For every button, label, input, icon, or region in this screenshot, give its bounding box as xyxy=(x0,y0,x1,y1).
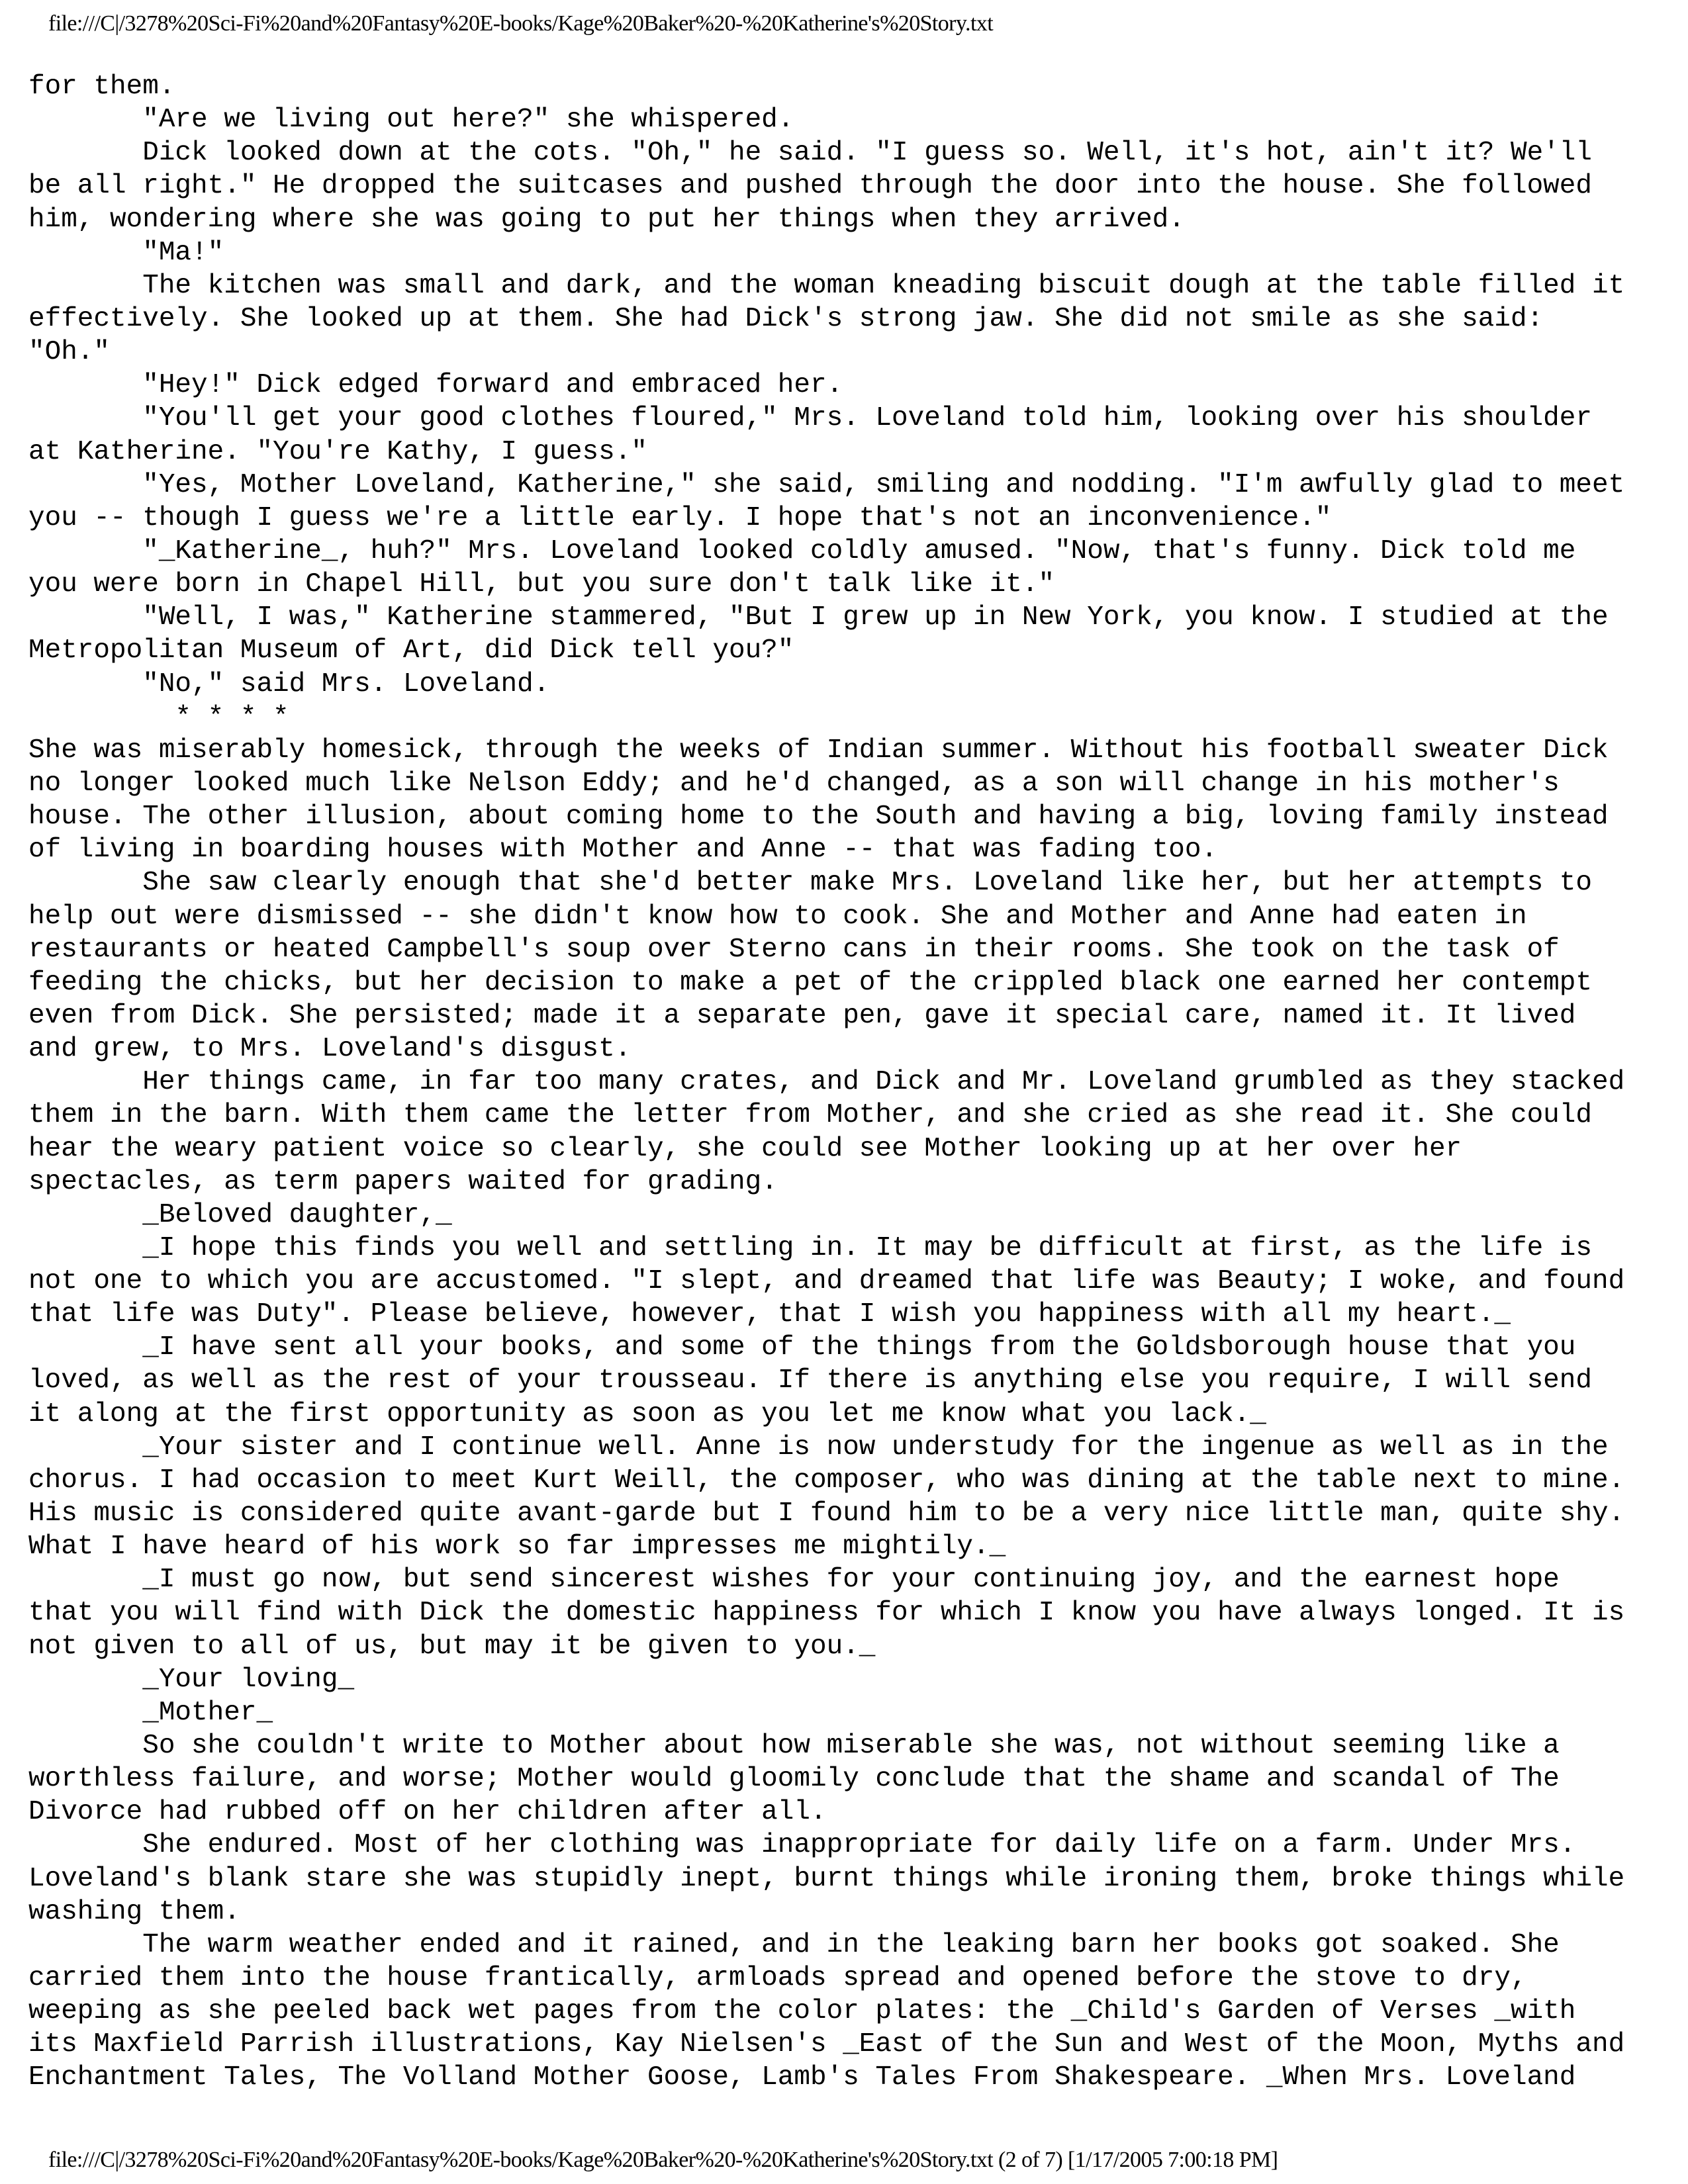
text-line: you were born in Chapel Hill, but you sure don't talk like it." xyxy=(28,569,1055,600)
text-line: _Your sister and I continue well. Anne is now understudy for the ingenue as well as in the xyxy=(28,1432,1609,1463)
text-line: Loveland's blank stare she was stupidly inept, burnt things while ironing them, broke things while xyxy=(28,1863,1625,1894)
text-line: Her things came, in far too many crates, and Dick and Mr. Loveland grumbled as they stacked xyxy=(28,1067,1625,1098)
page-header-file-path: file:///C|/3278%20Sci-Fi%20and%20Fantasy%20E-books/Kage%20Baker%20-%20Katherine's%20Story.txt xyxy=(48,11,994,36)
text-line: it along at the first opportunity as soon as you let me know what you lack._ xyxy=(28,1398,1266,1430)
text-line: washing them. xyxy=(28,1896,240,1927)
text-line: So she couldn't write to Mother about how miserable she was, not without seeming like a xyxy=(28,1731,1560,1762)
text-line: "You'll get your good clothes floured," Mrs. Loveland told him, looking over his shoulder xyxy=(28,403,1592,434)
text-line: even from Dick. She persisted; made it a separate pen, gave it special care, named it. It lived xyxy=(28,1000,1576,1031)
text-line: _I hope this finds you well and settling in. It may be difficult at first, as the life is xyxy=(28,1232,1592,1263)
text-line: worthless failure, and worse; Mother would gloomily conclude that the shame and scandal of The xyxy=(28,1764,1560,1795)
text-line: him, wondering where she was going to put her things when they arrived. xyxy=(28,204,1185,235)
text-line: "Yes, Mother Loveland, Katherine," she said, smiling and nodding. "I'm awfully glad to meet xyxy=(28,469,1625,500)
text-line: Dick looked down at the cots. "Oh," he said. "I guess so. Well, it's hot, ain't it? We'll xyxy=(28,138,1592,169)
text-line: be all right." He dropped the suitcases and pushed through the door into the house. She followed xyxy=(28,171,1592,202)
text-line: The warm weather ended and it rained, and in the leaking barn her books got soaked. She xyxy=(28,1929,1560,1960)
text-line: at Katherine. "You're Kathy, I guess." xyxy=(28,436,647,467)
text-line: hear the weary patient voice so clearly, she could see Mother looking up at her over her xyxy=(28,1133,1462,1164)
text-line: _I must go now, but send sincerest wishes for your continuing joy, and the earnest hope xyxy=(28,1565,1560,1596)
document-body xyxy=(28,70,1664,2095)
text-line: What I have heard of his work so far impresses me mightily._ xyxy=(28,1531,1006,1563)
text-line: chorus. I had occasion to meet Kurt Weill, the composer, who was dining at the table next to mine. xyxy=(28,1465,1625,1496)
text-line: "Hey!" Dick edged forward and embraced her. xyxy=(28,370,843,401)
text-line: spectacles, as term papers waited for grading. xyxy=(28,1166,778,1197)
text-line: Divorce had rubbed off on her children after all. xyxy=(28,1797,827,1828)
text-line: "No," said Mrs. Loveland. xyxy=(28,668,550,700)
text-line: them in the barn. With them came the letter from Mother, and she cried as she read it. She could xyxy=(28,1100,1592,1131)
text-line: loved, as well as the rest of your trousseau. If there is anything else you require, I will send xyxy=(28,1365,1592,1396)
text-line: of living in boarding houses with Mother and Anne -- that was fading too. xyxy=(28,835,1218,866)
text-line: "_Katherine_, huh?" Mrs. Loveland looked coldly amused. "Now, that's funny. Dick told me xyxy=(28,535,1576,567)
text-line: not given to all of us, but may it be given to you._ xyxy=(28,1631,876,1662)
text-line: no longer looked much like Nelson Eddy; and he'd changed, as a son will change in his mother's xyxy=(28,768,1560,799)
text-line: "Are we living out here?" she whispered. xyxy=(28,105,794,136)
text-line: Metropolitan Museum of Art, did Dick tell you?" xyxy=(28,635,794,666)
text-line: for them. xyxy=(28,71,175,102)
text-line: feeding the chicks, but her decision to make a pet of the crippled black one earned her contempt xyxy=(28,967,1592,998)
text-line: restaurants or heated Campbell's soup over Sterno cans in their rooms. She took on the task of xyxy=(28,934,1560,965)
text-line: Enchantment Tales, The Volland Mother Goose, Lamb's Tales From Shakespeare. _When Mrs. Loveland xyxy=(28,2062,1576,2093)
text-line: you -- though I guess we're a little early. I hope that's not an inconvenience." xyxy=(28,502,1332,533)
text-line: that life was Duty". Please believe, however, that I wish you happiness with all my heart._ xyxy=(28,1299,1511,1330)
text-line: effectively. She looked up at them. She had Dick's strong jaw. She did not smile as she said: xyxy=(28,303,1544,334)
text-line: "Well, I was," Katherine stammered, "But I grew up in New York, you know. I studied at the xyxy=(28,602,1609,633)
text-line: its Maxfield Parrish illustrations, Kay Nielsen's _East of the Sun and West of the Moon, Myths and xyxy=(28,2029,1625,2060)
text-line: help out were dismissed -- she didn't know how to cook. She and Mother and Anne had eaten in xyxy=(28,901,1527,932)
text-line: She endured. Most of her clothing was inappropriate for daily life on a farm. Under Mrs. xyxy=(28,1830,1576,1861)
text-line: that you will find with Dick the domestic happiness for which I know you have always longed. It is xyxy=(28,1598,1625,1629)
text-line: * * * * xyxy=(28,702,289,733)
text-line: _Mother_ xyxy=(28,1697,273,1728)
text-line: carried them into the house frantically, armloads spread and opened before the stove to dry, xyxy=(28,1963,1527,1994)
text-line: _I have sent all your books, and some of the things from the Goldsborough house that you xyxy=(28,1332,1576,1363)
text-line: house. The other illusion, about coming home to the South and having a big, loving family instead xyxy=(28,801,1609,833)
text-line: His music is considered quite avant-garde but I found him to be a very nice little man, quite shy. xyxy=(28,1498,1625,1529)
text-line: She saw clearly enough that she'd better make Mrs. Loveland like her, but her attempts to xyxy=(28,868,1592,899)
text-line: "Ma!" xyxy=(28,237,224,268)
text-line: She was miserably homesick, through the weeks of Indian summer. Without his football sweater Dick xyxy=(28,735,1609,766)
text-line: "Oh." xyxy=(28,337,111,368)
text-line: _Your loving_ xyxy=(28,1664,355,1695)
text-line: weeping as she peeled back wet pages from the color plates: the _Child's Garden of Verses _with xyxy=(28,1996,1576,2027)
text-line: and grew, to Mrs. Loveland's disgust. xyxy=(28,1034,632,1065)
text-line: The kitchen was small and dark, and the woman kneading biscuit dough at the table filled it xyxy=(28,270,1625,301)
text-line: _Beloved daughter,_ xyxy=(28,1199,452,1230)
page-footer-file-path: file:///C|/3278%20Sci-Fi%20and%20Fantasy%20E-books/Kage%20Baker%20-%20Katherine's%20Story.txt (2 of 7) [1/17/2005 7:00:18 PM] xyxy=(48,2148,1278,2172)
text-line: not one to which you are accustomed. "I slept, and dreamed that life was Beauty; I woke, and found xyxy=(28,1266,1625,1297)
